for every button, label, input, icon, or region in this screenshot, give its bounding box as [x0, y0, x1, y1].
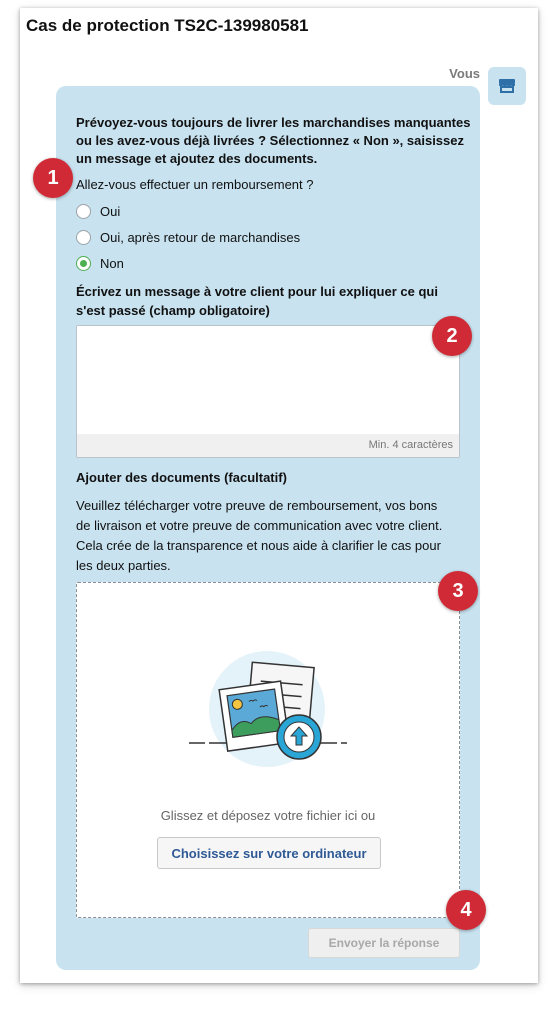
- radio-label: Oui: [100, 204, 121, 219]
- question-text: Prévoyez-vous toujours de livrer les marchandises manquantes ou les avez-vous déjà livrées ? Sélectionnez « Non », saisissez un message et ajoutez des documents.: [76, 115, 471, 166]
- annotation-marker-2: 2: [432, 316, 472, 356]
- page-title: Cas de protection TS2C-139980581: [26, 16, 309, 35]
- message-field[interactable]: [76, 325, 460, 458]
- radio-label: Non: [100, 256, 124, 271]
- radio-option-oui-apres-retour[interactable]: [76, 230, 300, 245]
- radio-button[interactable]: [76, 230, 91, 245]
- send-reply-button[interactable]: Envoyer la réponse: [308, 928, 460, 958]
- message-bubble: [56, 86, 480, 970]
- radio-option-non[interactable]: [76, 256, 124, 271]
- message-label: Écrivez un message à votre client pour lui expliquer ce qui s'est passé (champ obligatoire): [76, 284, 438, 318]
- annotation-marker-1: 1: [33, 158, 73, 198]
- store-icon: [497, 76, 517, 96]
- case-panel: [20, 8, 538, 983]
- file-dropzone[interactable]: [76, 582, 460, 918]
- docs-label: Ajouter des documents (facultatif): [76, 470, 287, 485]
- radio-button-selected[interactable]: [76, 256, 91, 271]
- upload-illustration-icon: [187, 647, 349, 767]
- annotation-marker-4: 4: [446, 890, 486, 930]
- radio-label: Oui, après retour de marchandises: [100, 230, 301, 245]
- docs-description: Veuillez télécharger votre preuve de remboursement, vos bons de livraison et votre preuve de communication avec votre client. Cela crée de la transparence et nous aide à clarifier le cas pour les deux parties.: [76, 498, 443, 573]
- refund-question: Allez-vous effectuer un remboursement ?: [76, 177, 314, 192]
- drop-instructions: Glissez et déposez votre fichier ici ou: [160, 808, 376, 823]
- sender-label: Vous: [449, 66, 480, 81]
- radio-button[interactable]: [76, 204, 91, 219]
- message-input[interactable]: [77, 326, 459, 434]
- char-hint: Min. 4 caractères: [77, 434, 459, 457]
- radio-option-oui[interactable]: [76, 204, 120, 219]
- annotation-marker-3: 3: [438, 571, 478, 611]
- choose-file-button[interactable]: Choisissez sur votre ordinateur: [157, 837, 381, 869]
- avatar: [488, 67, 526, 105]
